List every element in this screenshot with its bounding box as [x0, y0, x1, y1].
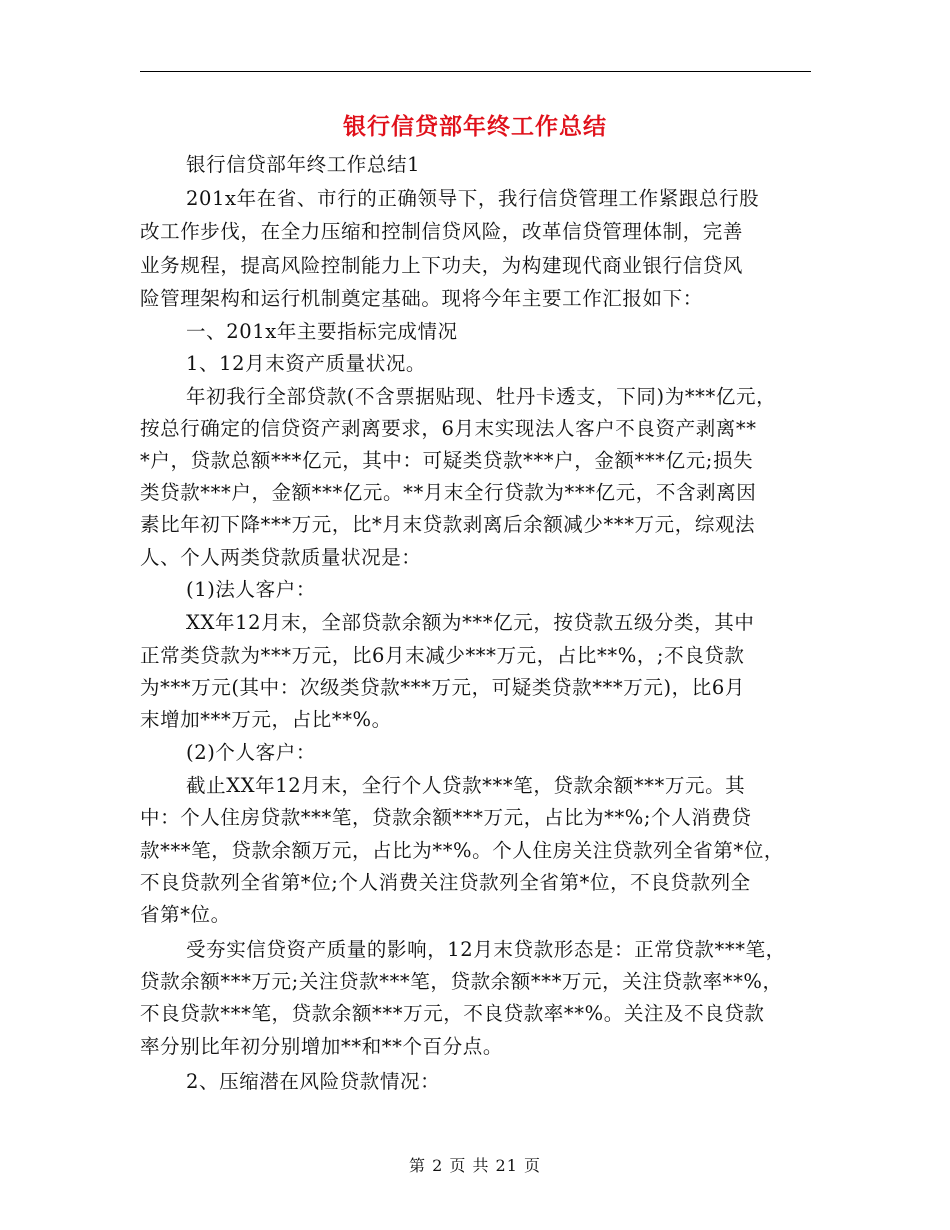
body-line: 正常类贷款为***万元，比6月末减少***万元，占比**%，;不良贷款 — [140, 644, 745, 667]
body-line: 不良贷款列全省第*位;个人消费关注贷款列全省第*位，不良贷款列全 — [140, 871, 751, 894]
body-line: (1)法人客户： — [186, 578, 316, 601]
body-line: 素比年初下降***万元，比*月末贷款剥离后余额减少***万元，综观法 — [140, 513, 756, 536]
body-line: 不良贷款***笔，贷款余额***万元，不良贷款率**%。关注及不良贷款 — [140, 1002, 765, 1025]
body-line: 201x年在省、市行的正确领导下，我行信贷管理工作紧跟总行股 — [186, 187, 760, 210]
document-title: 银行信贷部年终工作总结 — [343, 113, 607, 140]
body-line: 业务规程，提高风险控制能力上下功夫，为构建现代商业银行信贷风 — [140, 254, 744, 277]
body-line: 银行信贷部年终工作总结1 — [186, 153, 421, 176]
body-line: 为***万元(其中：次级类贷款***万元，可疑类贷款***万元)，比6月 — [140, 676, 745, 699]
body-line: 险管理架构和运行机制奠定基础。现将今年主要工作汇报如下： — [140, 287, 703, 310]
body-line: 截止XX年12月末，全行个人贷款***笔，贷款余额***万元。其 — [186, 774, 746, 797]
body-line: (2)个人客户： — [186, 741, 316, 764]
body-line: 改工作步伐，在全力压缩和控制信贷风险，改革信贷管理体制，完善 — [140, 220, 744, 243]
header-rule — [140, 71, 811, 72]
body-line: 贷款余额***万元;关注贷款***笔，贷款余额***万元，关注贷款率**%， — [140, 970, 783, 993]
body-line: 省第*位。 — [140, 903, 231, 926]
page-number: 第 2 页 共 21 页 — [409, 1156, 541, 1175]
body-line: 人、个人两类贷款质量状况是： — [140, 546, 422, 569]
body-line: 率分别比年初分别增加**和**个百分点。 — [140, 1035, 504, 1058]
body-line: 年初我行全部贷款(不含票据贴现、牡丹卡透支，下同)为***亿元， — [186, 385, 777, 408]
body-line: 一、201x年主要指标完成情况 — [186, 320, 458, 343]
body-line: *户，贷款总额***亿元，其中：可疑类贷款***户，金额***亿元;损失 — [140, 449, 754, 472]
body-line: 款***笔，贷款余额万元，占比为**%。个人住房关注贷款列全省第*位， — [140, 839, 785, 862]
body-line: 中：个人住房贷款***笔，贷款余额***万元，占比为**%;个人消费贷 — [140, 806, 752, 829]
body-line: 1、12月末资产质量状况。 — [186, 352, 427, 375]
body-line: XX年12月末，全部贷款余额为***亿元，按贷款五级分类，其中 — [186, 611, 755, 634]
body-line: 按总行确定的信贷资产剥离要求，6月末实现法人客户不良资产剥离** — [140, 417, 757, 440]
body-line: 末增加***万元，占比**%。 — [140, 708, 392, 731]
body-line: 类贷款***户，金额***亿元。**月末全行贷款为***亿元，不含剥离因 — [140, 481, 757, 504]
body-line: 2、压缩潜在风险贷款情况： — [186, 1070, 441, 1093]
body-line: 受夯实信贷资产质量的影响，12月末贷款形态是：正常贷款***笔， — [186, 938, 786, 961]
